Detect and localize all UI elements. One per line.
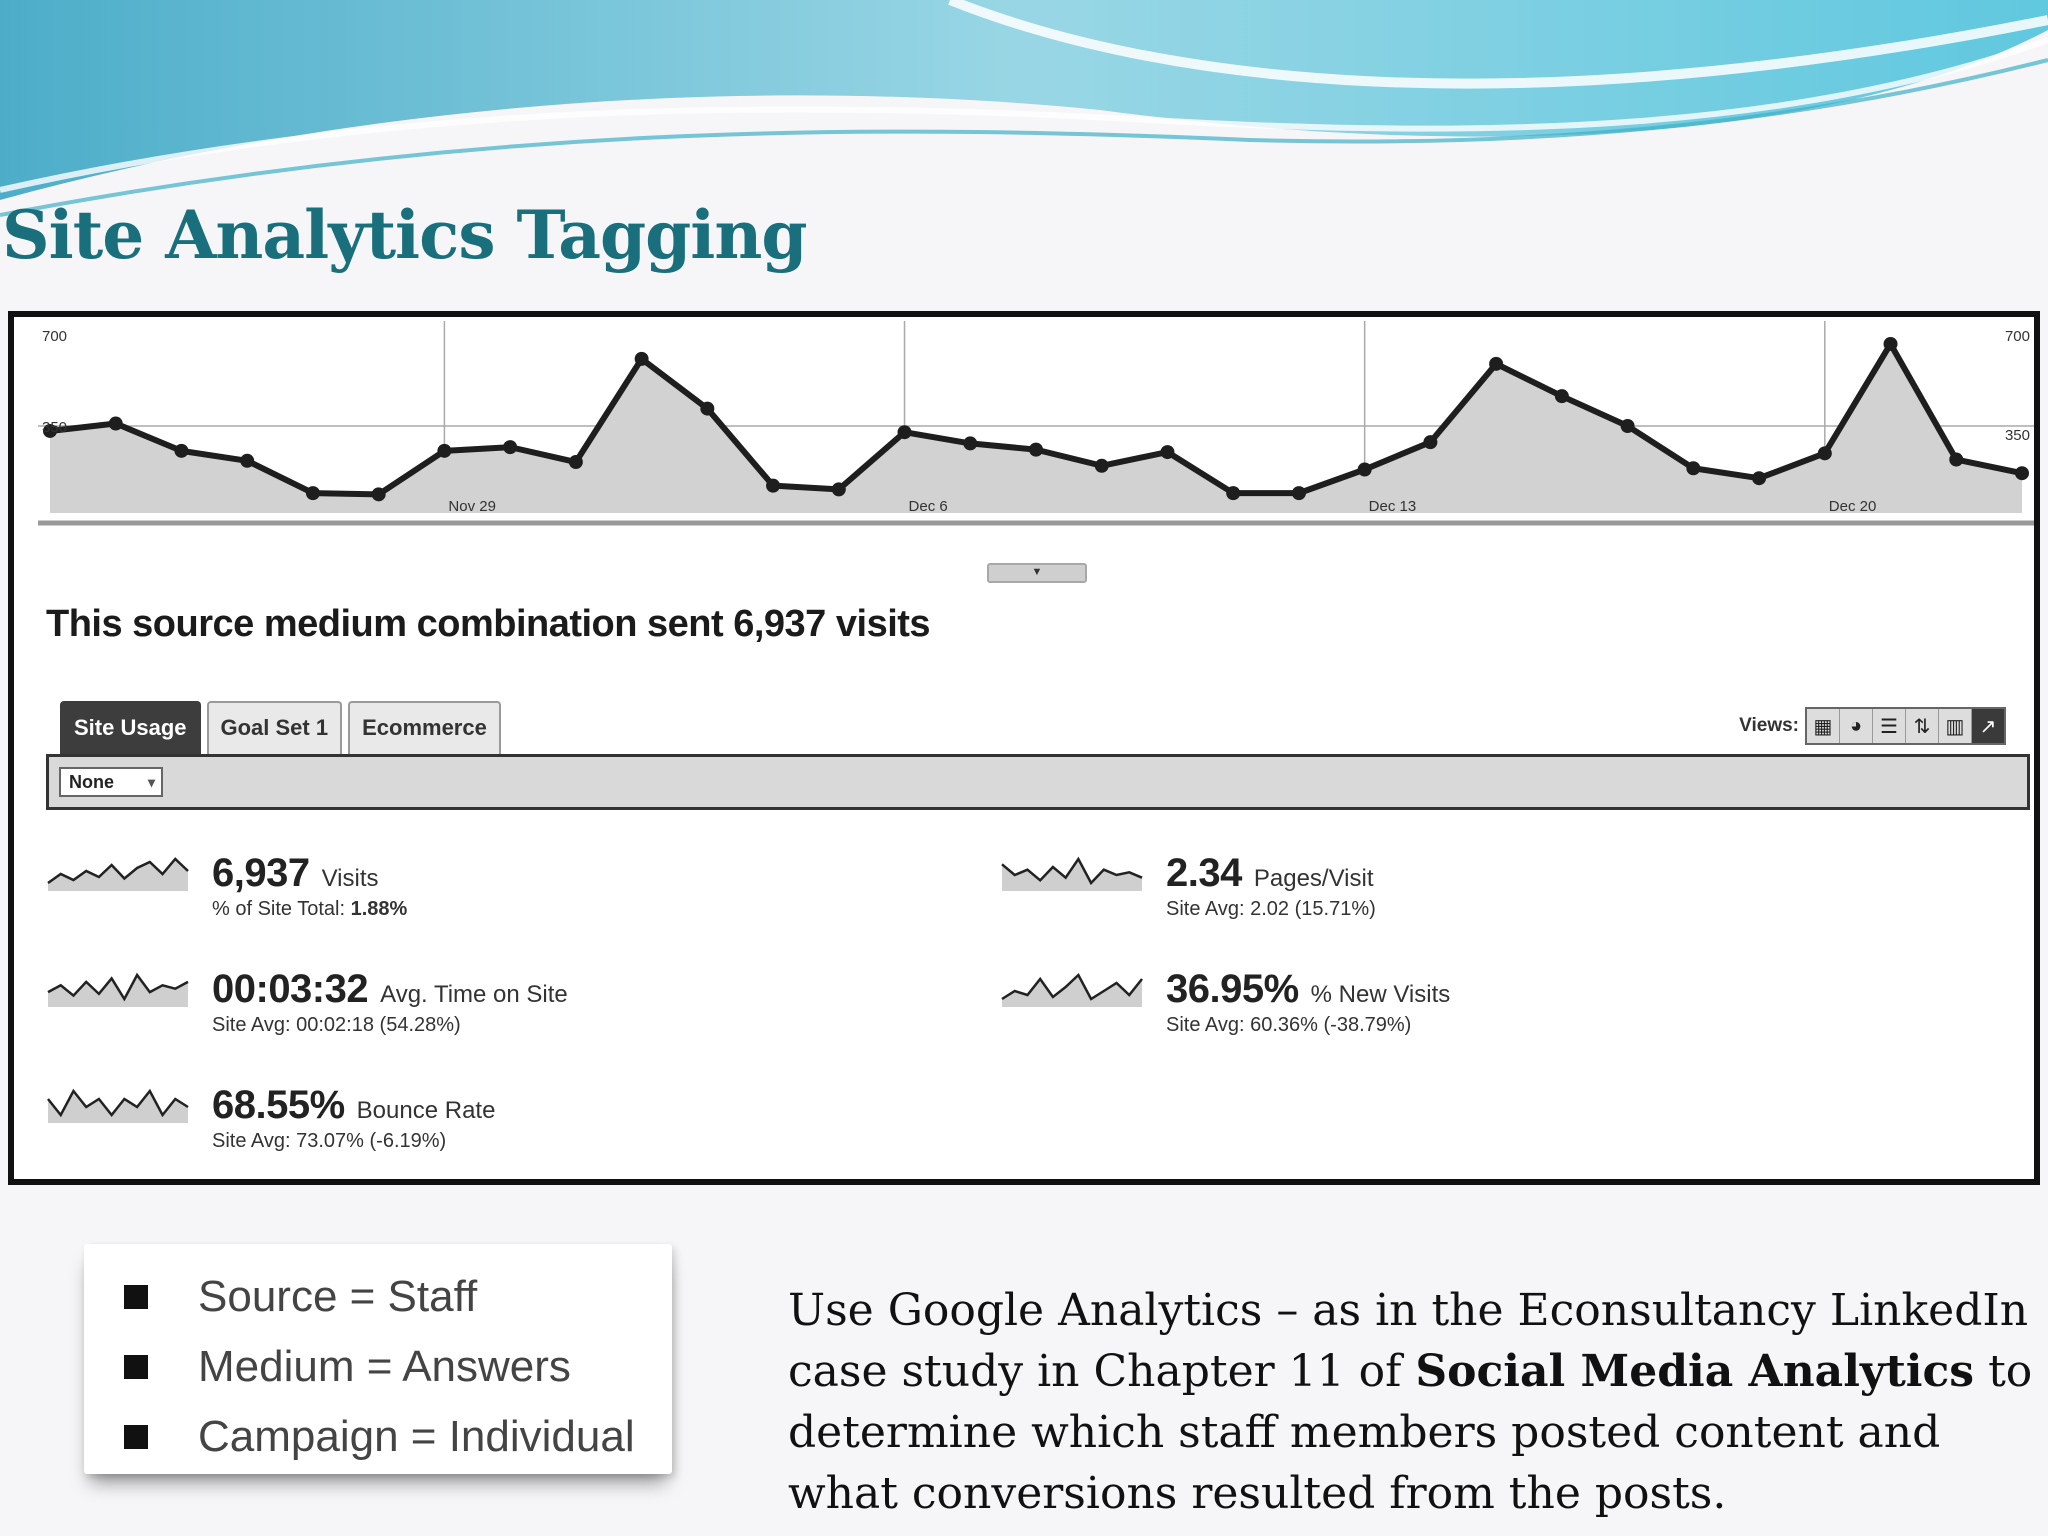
- data-point: [372, 487, 386, 501]
- sparkline-pages-per-visit: [1000, 853, 1144, 899]
- y-tick-label-right: 700: [2004, 328, 2030, 345]
- square-bullet-icon: [124, 1355, 148, 1379]
- metric-value: 68.55%: [212, 1083, 345, 1127]
- data-point: [240, 454, 254, 468]
- data-point: [1226, 486, 1240, 500]
- data-point: [1686, 461, 1700, 475]
- sparkline-visits: [46, 853, 190, 899]
- metric-sub-label: Site Avg: 60.36% (-38.79%): [1166, 1014, 1412, 1036]
- trend-view-icon[interactable]: ↗: [1972, 709, 2004, 743]
- x-tick-label: Nov 29: [448, 498, 496, 515]
- y-tick-label-right: 350: [2004, 427, 2030, 444]
- chart-resize-handle[interactable]: ▼: [987, 563, 1087, 583]
- data-point: [503, 440, 517, 454]
- table-view-icon[interactable]: ▦: [1807, 709, 1840, 743]
- metric-label: % New Visits: [1310, 981, 1451, 1008]
- legend-item-text: Campaign = Individual: [198, 1412, 635, 1461]
- data-point: [1489, 357, 1503, 371]
- data-point: [1160, 445, 1174, 459]
- data-point: [832, 482, 846, 496]
- data-point: [1095, 459, 1109, 473]
- performance-view-icon[interactable]: ☰: [1873, 709, 1906, 743]
- metric-label: Visits: [321, 865, 379, 892]
- data-point: [700, 402, 714, 416]
- slide-title: Site Analytics Tagging: [2, 196, 807, 274]
- data-point: [1818, 446, 1832, 460]
- data-point: [109, 417, 123, 431]
- legend-item: [124, 1262, 635, 1332]
- analytics-screenshot: [8, 311, 2040, 1185]
- legend-item-text: Medium = Answers: [198, 1342, 571, 1391]
- tab-ecommerce[interactable]: Ecommerce: [348, 701, 501, 755]
- visits-trend-chart: [38, 321, 2034, 585]
- data-point: [1358, 463, 1372, 477]
- legend-item: [124, 1402, 635, 1472]
- metric-label: Bounce Rate: [356, 1097, 496, 1124]
- square-bullet-icon: [124, 1425, 148, 1449]
- data-point: [1555, 389, 1569, 403]
- campaign-tag-legend: [84, 1244, 672, 1474]
- sparkline-new-visits: [1000, 969, 1144, 1015]
- data-point: [1884, 337, 1898, 351]
- data-point: [1292, 486, 1306, 500]
- sparkline-avg-time: [46, 969, 190, 1015]
- data-point: [963, 436, 977, 450]
- views-label: Views:: [1739, 715, 1799, 736]
- data-point: [306, 486, 320, 500]
- body-text-before: Use Google Analytics – as in the Econsultancy LinkedIn case study in Chapter 11 of: [788, 1285, 2029, 1397]
- metric-label: Pages/Visit: [1253, 865, 1374, 892]
- metric-value: 2.34: [1166, 851, 1242, 895]
- views-switcher: [1739, 707, 2006, 745]
- metric-value: 36.95%: [1166, 967, 1299, 1011]
- legend-item-text: Source = Staff: [198, 1272, 478, 1321]
- data-point: [174, 444, 188, 458]
- visits-summary: This source medium combination sent 6,937 visits: [46, 603, 931, 645]
- metric-sub-label: Site Avg: 2.02 (15.71%): [1166, 898, 1376, 920]
- pie-view-icon[interactable]: ◕: [1840, 709, 1873, 743]
- x-tick-label: Dec 13: [1368, 498, 1417, 515]
- metric-sub-value: 1.88%: [350, 898, 408, 920]
- pivot-view-icon[interactable]: ▥: [1939, 709, 1972, 743]
- x-tick-label: Dec 6: [908, 498, 948, 515]
- data-point: [635, 352, 649, 366]
- book-title: Social Media Analytics: [1415, 1346, 1975, 1397]
- metric-sub-label: % of Site Total:: [212, 898, 346, 920]
- sparkline-bounce-rate: [46, 1085, 190, 1131]
- data-point: [569, 455, 583, 469]
- data-point: [437, 444, 451, 458]
- data-point: [1029, 443, 1043, 457]
- metric-value: 00:03:32: [212, 967, 369, 1011]
- area-fill: [50, 344, 2022, 513]
- report-tabs: [60, 701, 501, 755]
- body-paragraph: [788, 1280, 2038, 1524]
- metric-sub-label: Site Avg: 00:02:18 (54.28%): [212, 1014, 461, 1036]
- data-point: [2015, 466, 2029, 480]
- data-point: [766, 479, 780, 493]
- y-tick-label: 350: [42, 419, 68, 436]
- square-bullet-icon: [124, 1285, 148, 1309]
- segment-select-value: None: [69, 772, 114, 792]
- data-point: [1949, 453, 1963, 467]
- legend-item: [124, 1332, 635, 1402]
- y-tick-label: 700: [42, 328, 68, 345]
- data-point: [898, 425, 912, 439]
- metric-label: Avg. Time on Site: [380, 981, 568, 1008]
- segment-select[interactable]: [59, 767, 163, 797]
- data-point: [1621, 419, 1635, 433]
- metric-sub-label: Site Avg: 73.07% (-6.19%): [212, 1130, 447, 1152]
- comparison-view-icon[interactable]: ⇅: [1906, 709, 1939, 743]
- data-point: [1423, 435, 1437, 449]
- sparkline-area: [48, 859, 188, 891]
- tab-goal-set-1[interactable]: Goal Set 1: [207, 701, 343, 755]
- body-text-after: to determine which staff members posted content and what conversions resulted from the posts.: [788, 1346, 2033, 1519]
- data-point: [1752, 471, 1766, 485]
- x-tick-label: Dec 20: [1828, 498, 1877, 515]
- chevron-down-icon: ▾: [147, 774, 155, 790]
- metric-value: 6,937: [212, 851, 310, 895]
- tab-site-usage[interactable]: Site Usage: [60, 701, 201, 755]
- segment-filter-bar: [46, 754, 2030, 810]
